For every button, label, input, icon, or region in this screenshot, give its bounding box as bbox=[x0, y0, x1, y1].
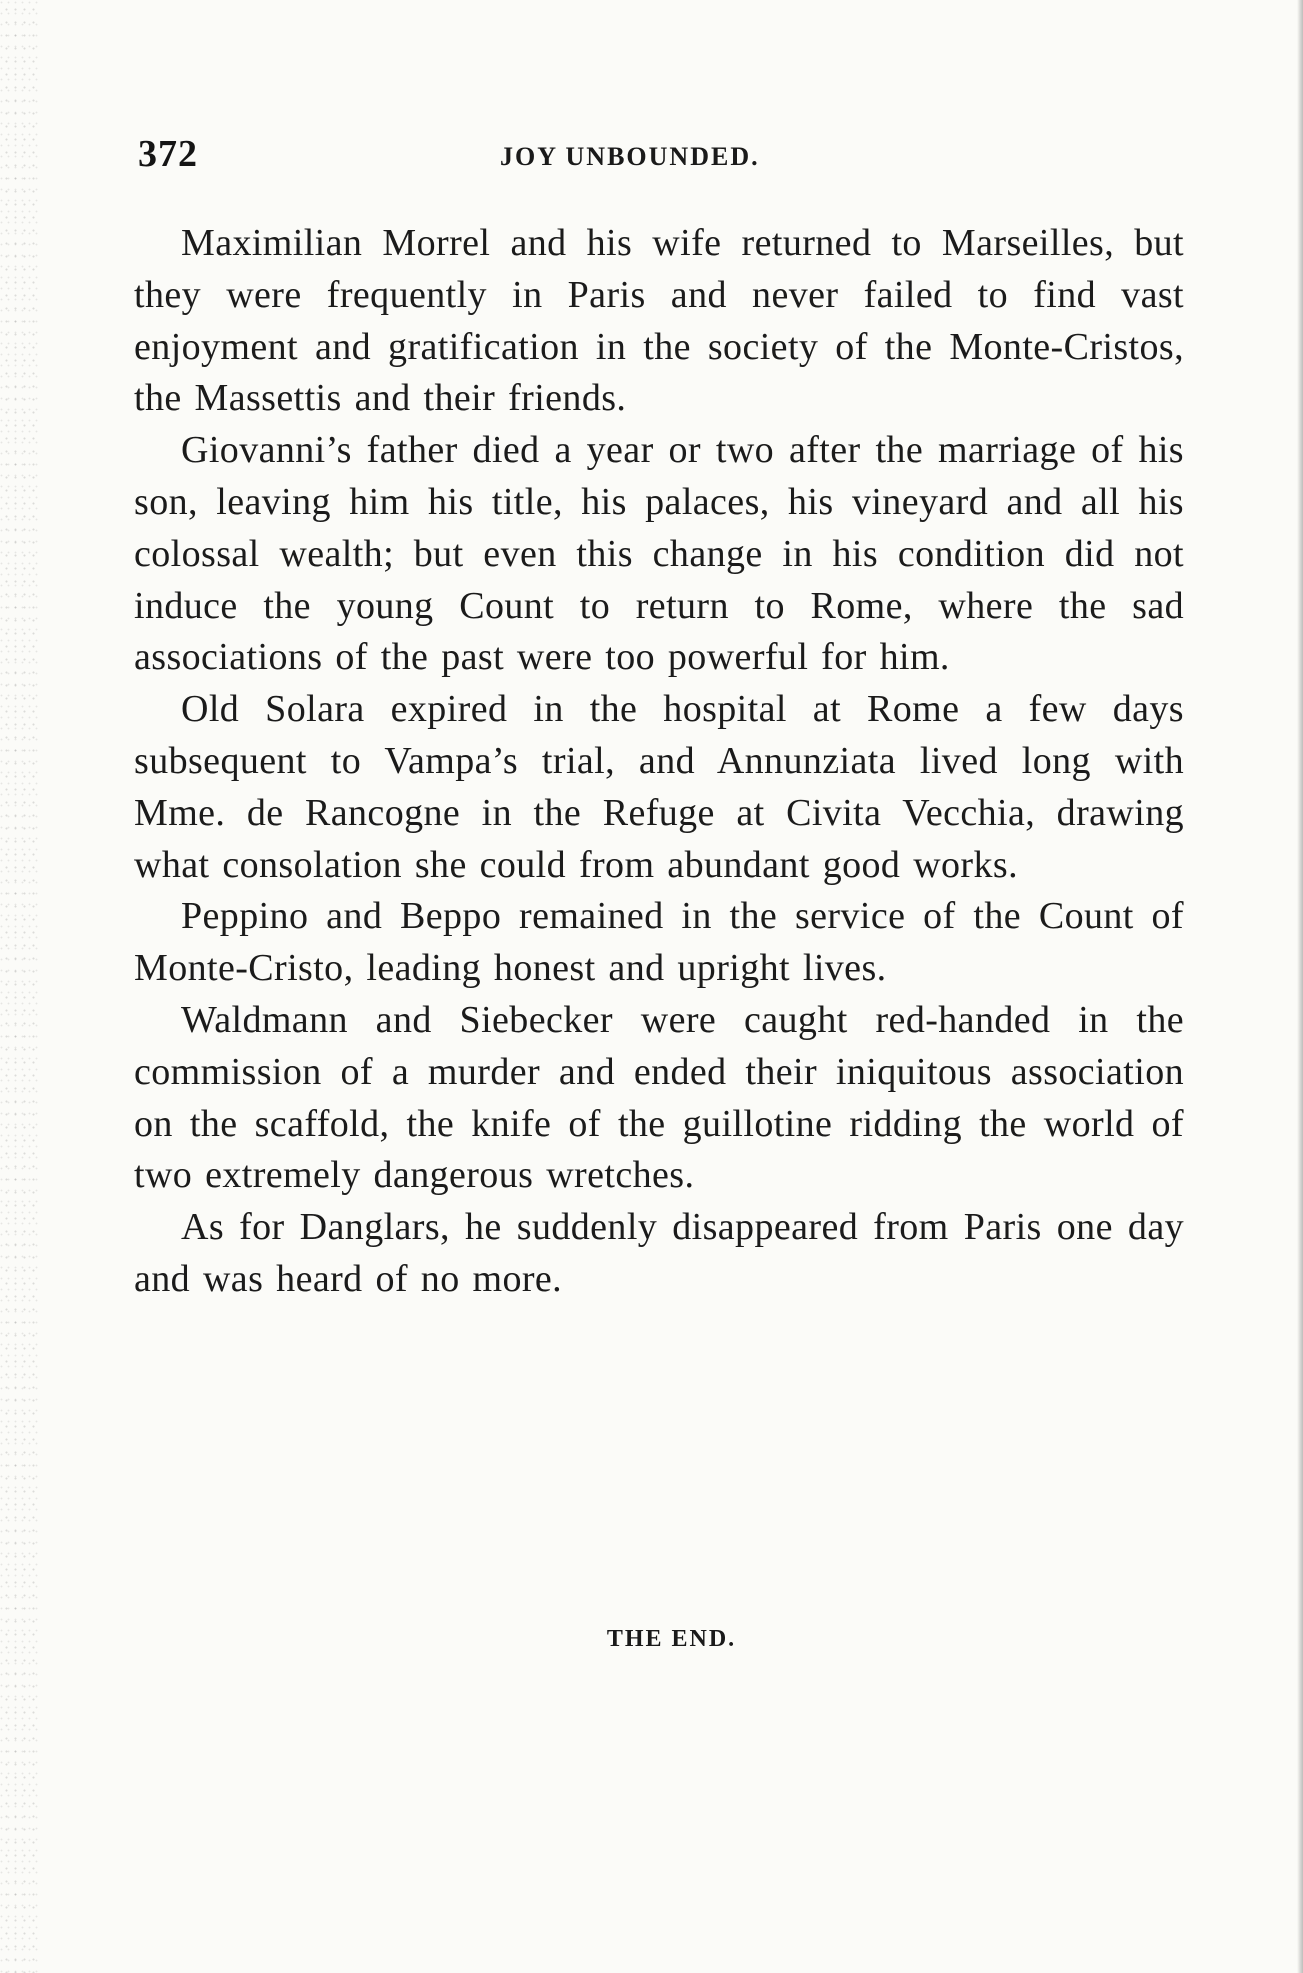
page-number: 372 bbox=[138, 133, 198, 175]
paragraph: Old Solara expired in the hospital at Rome a few days subsequent to Vampa’s trial, and Annunziata lived long with Mme. de Rancogne in the Refuge at Civita Vecchia, drawing what consolation she could from abundant good works. bbox=[134, 688, 1184, 886]
paragraph: As for Danglars, he suddenly disappeared from Paris one day and was heard of no more. bbox=[134, 1206, 1184, 1300]
paragraph: Waldmann and Siebecker were caught red-handed in the commission of a murder and ended their iniquitous association on the scaffold, the knife of the guillotine ridding the world of two extremely dangerous wretches. bbox=[134, 998, 1184, 1197]
paragraph: Giovanni’s father died a year or two after the marriage of his son, leaving him his title, his palaces, his vineyard and all his colossal wealth; but even this change in his condition did not induce the young Count to return to Rome, where the sad associations of the past were too powerful for him. bbox=[134, 429, 1184, 679]
page-edge-shadow bbox=[1297, 0, 1303, 1973]
page-edge-speckle bbox=[0, 0, 38, 1973]
page-header bbox=[138, 132, 1178, 180]
running-head: JOY UNBOUNDED. bbox=[500, 142, 760, 171]
the-end-label: THE END. bbox=[606, 1626, 737, 1652]
body-text bbox=[134, 218, 1184, 1306]
paragraph: Peppino and Beppo remained in the service of the Count of Monte-Cristo, leading honest and upright lives. bbox=[134, 895, 1184, 990]
paragraph: Maximilian Morrel and his wife returned to Marseilles, but they were frequently in Paris and never failed to find vast enjoyment and gratification in the society of the Monte-Cristos, the Massettis and their friends. bbox=[134, 222, 1184, 420]
